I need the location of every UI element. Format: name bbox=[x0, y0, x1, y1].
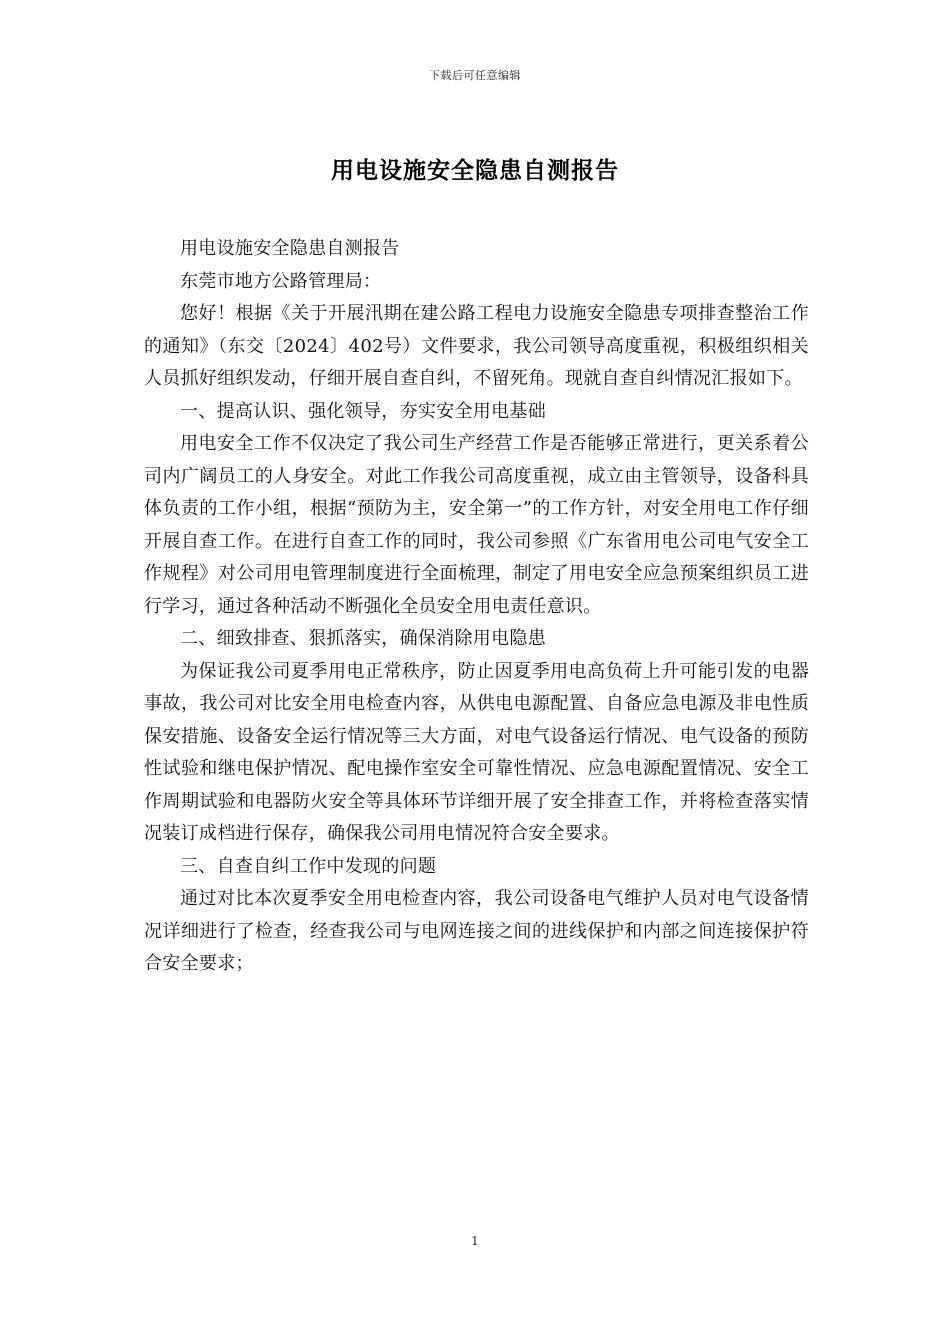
paragraph-addressee: 东莞市地方公路管理局： bbox=[180, 270, 382, 292]
paragraph-section-1: 用电安全工作不仅决定了我公司生产经营工作是否能够正常进行，更关系着公司内广阔员工的人身安全。对此工作我公司高度重视，成立由主管领导，设备科具体负责的工作小组，根据“预防为主，安全第一”的工作方针，对安全用电工作仔细开展自查工作。在进行自查工作的同时，我公司参照《广东省用电公司电气安全工作规程》对公司用电管理制度进行全面梳理，制定了用电安全应急预案组织员工进行学习，通过各种活动不断强化全员安全用电责任意识。 bbox=[144, 433, 809, 617]
paragraph-intro: 您好！根据《关于开展汛期在建公路工程电力设施安全隐患专项排查整治工作的通知》（东交〔2024〕402号）文件要求，我公司领导高度重视，积极组织相关人员抓好组织发动，仔细开展自查自纠，不留死角。现就自查自纠情况汇报如下。 bbox=[144, 303, 809, 389]
paragraph-subtitle: 用电设施安全隐患自测报告 bbox=[180, 238, 400, 259]
section-heading-1: 一、提高认识、强化领导，夯实安全用电基础 bbox=[180, 400, 546, 422]
document-body bbox=[144, 233, 809, 981]
page-number: 1 bbox=[471, 1234, 479, 1248]
section-heading-3: 三、自查自纠工作中发现的问题 bbox=[180, 855, 437, 877]
header-note: 下载后可任意编辑 bbox=[429, 69, 521, 82]
paragraph-section-2: 为保证我公司夏季用电正常秩序，防止因夏季用电高负荷上升可能引发的电器事故，我公司对比安全用电检查内容，从供电电源配置、自备应急电源及非电性质保安措施、设备安全运行情况等三大方面，对电气设备运行情况、电气设备的预防性试验和继电保护情况、配电操作室安全可靠性情况、应急电源配置情况、安全工作周期试验和电器防火安全等具体环节详细开展了安全排查工作，并将检查落实情况装订成档进行保存，确保我公司用电情况符合安全要求。 bbox=[144, 660, 809, 844]
document-title: 用电设施安全隐患自测报告 bbox=[331, 158, 619, 184]
paragraph-section-3: 通过对比本次夏季安全用电检查内容，我公司设备电气维护人员对电气设备情况详细进行了检查，经查我公司与电网连接之间的进线保护和内部之间连接保护符合安全要求； bbox=[144, 888, 809, 974]
section-heading-2: 二、细致排查、狠抓落实，确保消除用电隐患 bbox=[180, 628, 546, 649]
